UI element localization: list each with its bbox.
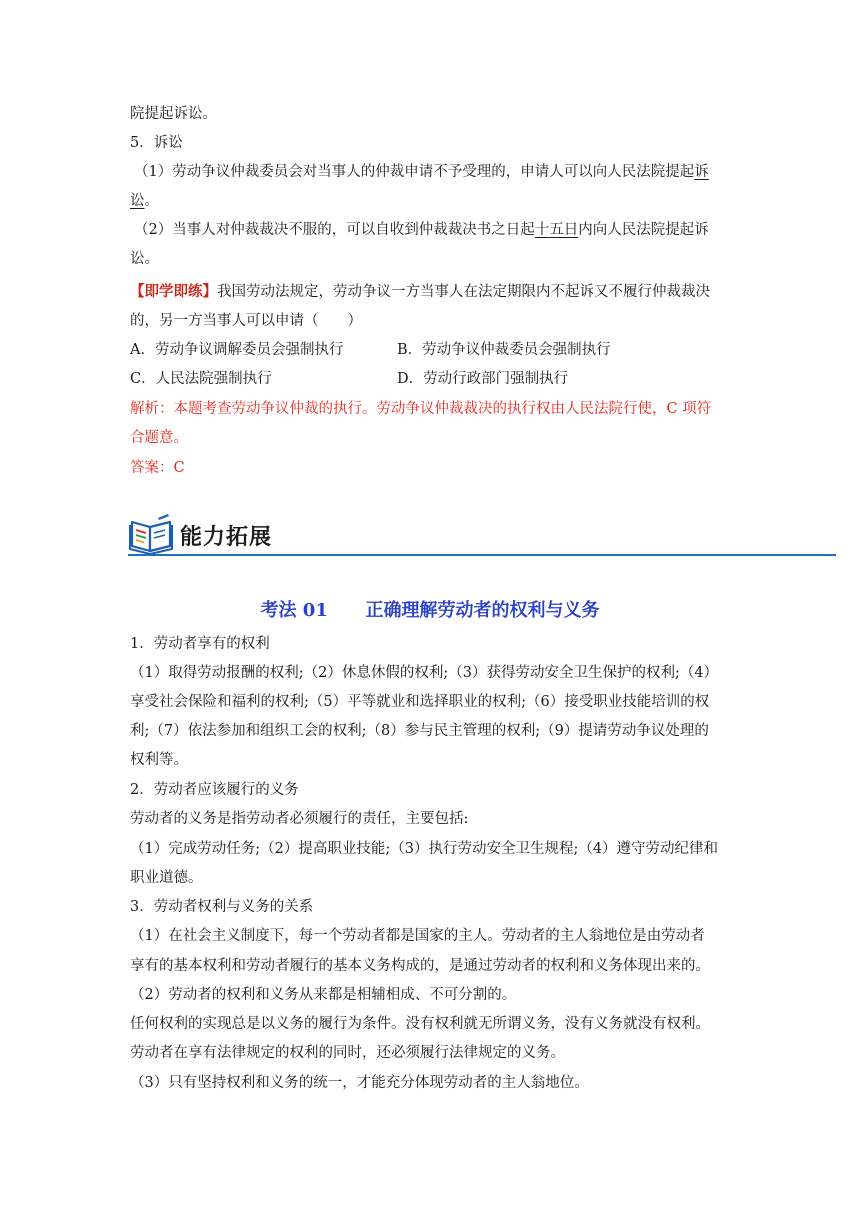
kaofa-heading: 考法 01 正确理解劳动者的权利与义务 xyxy=(260,600,600,621)
body-line: 劳动者在享有法律规定的权利的同时，还必须履行法律规定的义务。 xyxy=(130,1045,565,1061)
practice-tag: 【即学即练】 xyxy=(130,283,217,300)
practice-question-cont: 的，另一方当事人可以申请（ ） xyxy=(130,313,362,329)
body-line: 3．劳动者权利与义务的关系 xyxy=(130,899,314,915)
option-b: B．劳动争议仲裁委员会强制执行 xyxy=(397,342,611,358)
litigation-item-1: （1）劳动争议仲裁委员会对当事人的仲裁申请不予受理的，申请人可以向人民法院提起诉 xyxy=(134,164,709,180)
litigation-item-1-cont: 讼。 xyxy=(130,193,159,209)
section-title: 能力拓展 xyxy=(180,525,273,550)
body-line: 劳动者的义务是指劳动者必须履行的责任，主要包括: xyxy=(130,811,469,827)
analysis-text-cont: 合题意。 xyxy=(130,430,188,446)
option-d: D．劳动行政部门强制执行 xyxy=(397,371,569,387)
litigation-item-2-cont: 讼。 xyxy=(130,251,159,267)
body-line: （1）在社会主义制度下，每一个劳动者都是国家的主人。劳动者的主人翁地位是由劳动者 xyxy=(130,928,705,944)
body-line: （1）完成劳动任务;（2）提高职业技能;（3）执行劳动安全卫生规程;（4）遵守劳动纪律和 xyxy=(130,841,719,857)
body-line: （3）只有坚持权利和义务的统一，才能充分体现劳动者的主人翁地位。 xyxy=(130,1075,589,1091)
option-c: C．人民法院强制执行 xyxy=(130,371,272,387)
body-line: （2）劳动者的权利和义务从来都是相辅相成、不可分割的。 xyxy=(130,987,517,1003)
body-line: 利;（7）依法参加和组织工会的权利;（8）参与民主管理的权利;（9）提请劳动争议处理的 xyxy=(130,723,709,739)
practice-question: 【即学即练】我国劳动法规定，劳动争议一方当事人在法定期限内不起诉又不履行仲裁裁决 xyxy=(130,283,710,300)
body-line: 权利等。 xyxy=(130,752,188,768)
text-line: 5．诉讼 xyxy=(130,135,183,151)
body-line: 1．劳动者享有的权利 xyxy=(130,636,270,652)
body-line: 享受社会保险和福利的权利;（5）平等就业和选择职业的权利;（6）接受职业技能培训的权 xyxy=(130,694,710,710)
body-line: 2．劳动者应该履行的义务 xyxy=(130,782,299,798)
body-line: 任何权利的实现总是以义务的履行为条件。没有权利就无所谓义务，没有义务就没有权利。 xyxy=(130,1016,710,1032)
open-book-icon xyxy=(128,514,174,554)
answer-text: 答案：C xyxy=(130,460,185,476)
litigation-item-2: （2）当事人对仲裁裁决不服的，可以自收到仲裁裁决书之日起十五日内向人民法院提起诉 xyxy=(134,222,709,238)
body-line: 职业道德。 xyxy=(130,870,203,886)
option-a: A．劳动争议调解委员会强制执行 xyxy=(130,342,344,358)
analysis-text: 解析：本题考查劳动争议仲裁的执行。劳动争议仲裁裁决的执行权由人民法院行使，C 项符 xyxy=(130,401,712,417)
text-line: 院提起诉讼。 xyxy=(130,106,217,122)
body-line: （1）取得劳动报酬的权利;（2）休息休假的权利;（3）获得劳动安全卫生保护的权利;（4） xyxy=(130,665,719,681)
section-divider xyxy=(128,554,836,556)
body-line: 享有的基本权利和劳动者履行的基本义务构成的，是通过劳动者的权利和义务体现出来的。 xyxy=(130,958,710,974)
section-header xyxy=(128,510,836,560)
